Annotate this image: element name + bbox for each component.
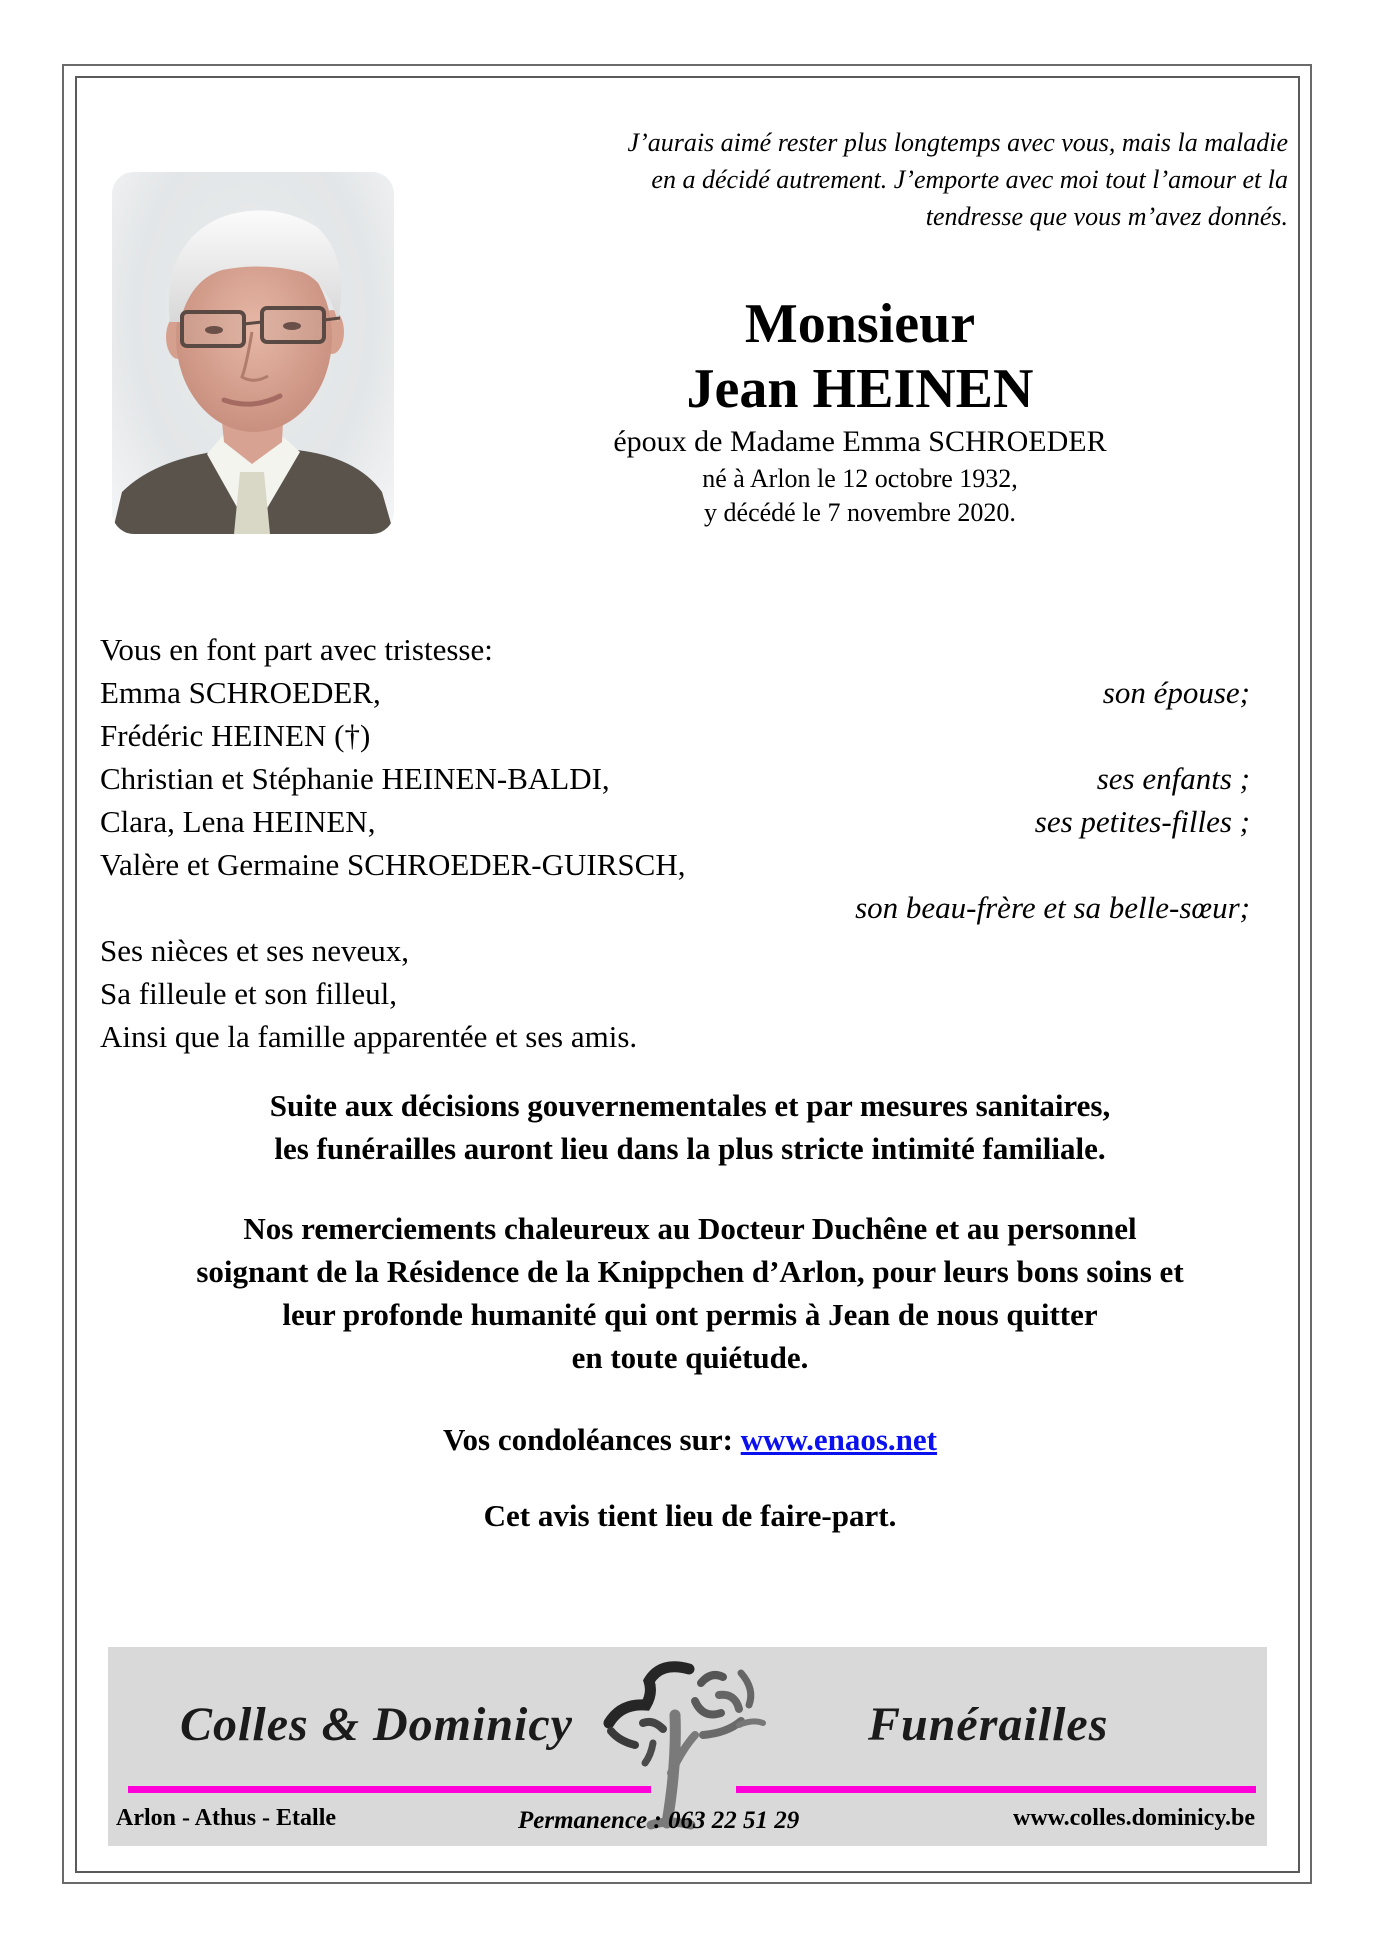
quote-line: en a décidé autrement. J’emporte avec moi tout l’amour et la	[651, 165, 1288, 194]
family-row	[100, 843, 1250, 886]
family-row	[100, 671, 1250, 714]
notice-line: les funérailles auront lieu dans la plus stricte intimité familiale.	[274, 1131, 1106, 1166]
portrait-illustration	[112, 172, 394, 534]
family-row	[100, 1015, 1250, 1058]
condolences-label: Vos condoléances sur:	[442, 1422, 741, 1457]
portrait-photo	[112, 172, 394, 534]
family-relation: son épouse;	[1102, 675, 1250, 710]
notice-line: leur profonde humanité qui ont permis à Jean de nous quitter	[282, 1297, 1098, 1332]
honorific: Monsieur	[744, 293, 976, 355]
funeral-home-towns: Arlon - Athus - Etalle	[116, 1805, 337, 1831]
birth-line: né à Arlon le 12 octobre 1932,	[702, 464, 1018, 493]
family-name: Christian et Stéphanie HEINEN-BALDI,	[100, 761, 610, 796]
family-row	[100, 714, 1250, 757]
notice-line: soignant de la Résidence de la Knippchen d’Arlon, pour leurs bons soins et	[196, 1254, 1184, 1289]
deceased-header	[500, 292, 1220, 530]
family-name: Ses nièces et ses neveux,	[100, 933, 410, 968]
family-row	[100, 929, 1250, 972]
closing-line: Cet avis tient lieu de faire-part.	[483, 1498, 897, 1533]
family-row	[100, 886, 1250, 929]
sanitary-notice	[90, 1084, 1290, 1170]
family-row	[100, 757, 1250, 800]
accent-divider-left	[128, 1786, 651, 1793]
funeral-home-name: Colles & Dominicy	[180, 1698, 573, 1751]
family-name: Sa filleule et son filleul,	[100, 976, 398, 1011]
family-relation: ses enfants ;	[1096, 761, 1250, 796]
family-relation: son beau-frère et sa belle-sœur;	[855, 890, 1250, 925]
funeral-home-banner	[108, 1647, 1267, 1846]
notice-line: Nos remerciements chaleureux au Docteur Duchêne et au personnel	[243, 1211, 1137, 1246]
thanks-notice	[90, 1207, 1290, 1379]
family-row	[100, 972, 1250, 1015]
funeral-home-phone: Permanence : 063 22 51 29	[518, 1807, 800, 1834]
family-name: Clara, Lena HEINEN,	[100, 804, 376, 839]
condolences-line	[90, 1418, 1290, 1461]
funeral-home-website[interactable]: www.colles.dominicy.be	[1012, 1805, 1255, 1831]
family-intro: Vous en font part avec tristesse:	[100, 632, 493, 667]
tree-logo-icon	[591, 1653, 771, 1833]
family-list	[100, 628, 1250, 1058]
family-name: Frédéric HEINEN (†)	[100, 718, 371, 753]
family-name: Valère et Germaine SCHROEDER-GUIRSCH,	[100, 847, 686, 882]
funeral-home-tagline: Funérailles	[868, 1698, 1109, 1751]
epitaph-quote	[420, 124, 1288, 235]
spouse-line: époux de Madame Emma SCHROEDER	[613, 425, 1107, 458]
accent-divider-right	[736, 1786, 1256, 1793]
condolences-link[interactable]: www.enaos.net	[740, 1422, 938, 1457]
notice-line: Suite aux décisions gouvernementales et par mesures sanitaires,	[269, 1088, 1111, 1123]
family-row	[100, 800, 1250, 843]
quote-line: tendresse que vous m’avez donnés.	[925, 202, 1288, 231]
notice-line: en toute quiétude.	[571, 1340, 809, 1375]
family-relation: ses petites-filles ;	[1034, 804, 1250, 839]
family-name: Emma SCHROEDER,	[100, 675, 381, 710]
family-name: Ainsi que la famille apparentée et ses amis.	[100, 1019, 638, 1054]
deceased-name: Jean HEINEN	[686, 358, 1034, 420]
quote-line: J’aurais aimé rester plus longtemps avec vous, mais la maladie	[627, 128, 1288, 157]
death-line: y décédé le 7 novembre 2020.	[704, 498, 1016, 527]
